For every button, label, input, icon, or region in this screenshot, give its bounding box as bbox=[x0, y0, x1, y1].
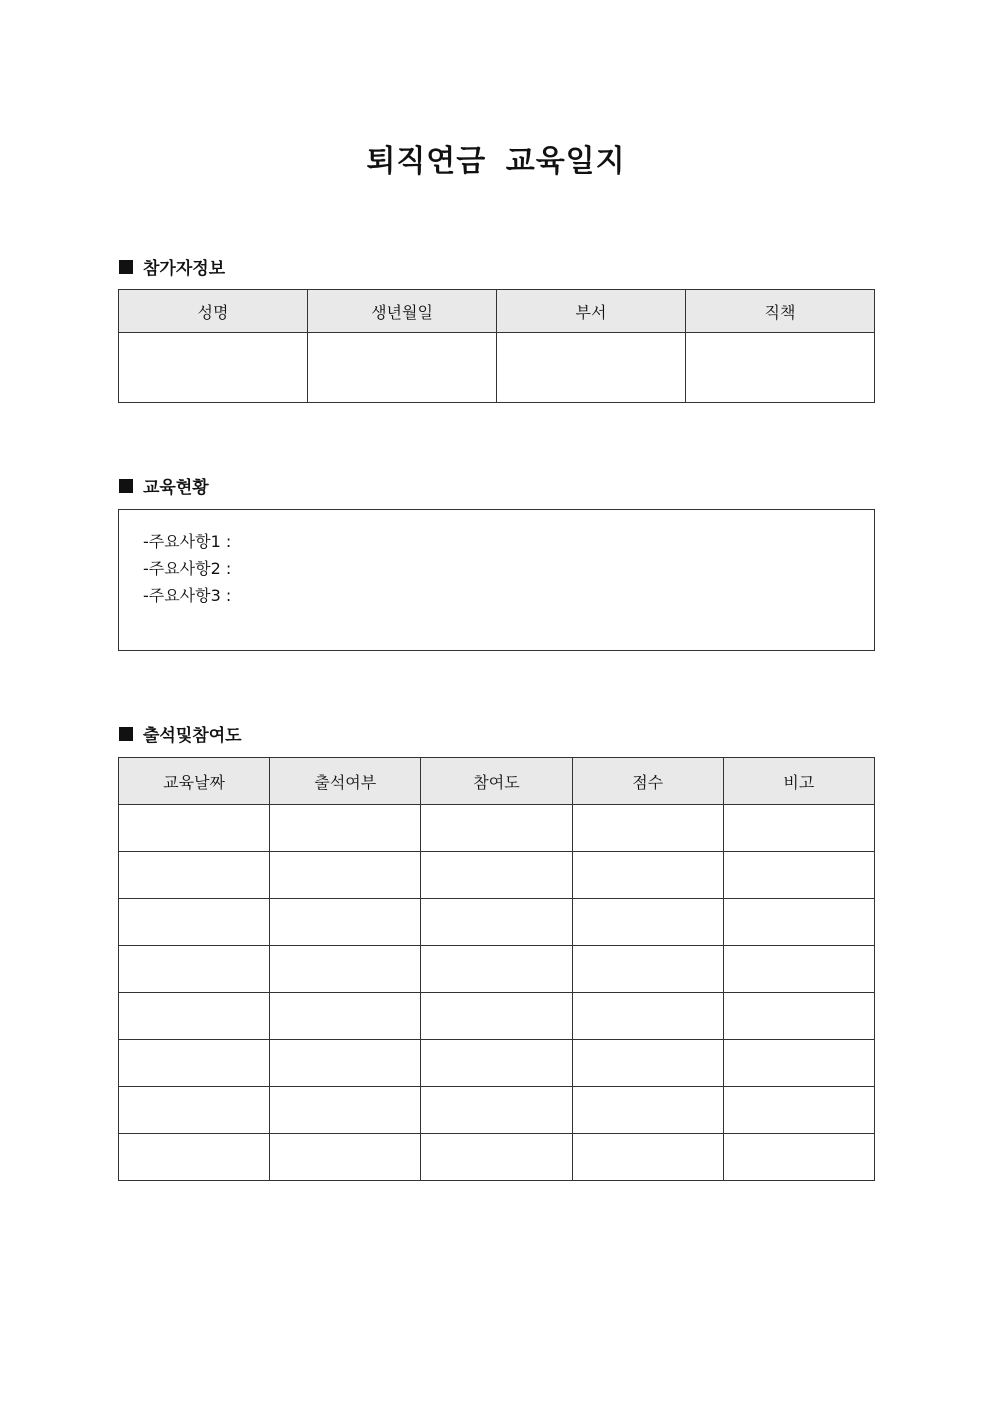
column-header-department: 부서 bbox=[497, 290, 686, 333]
date-cell[interactable] bbox=[119, 1087, 270, 1134]
remarks-cell[interactable] bbox=[723, 805, 874, 852]
table-header-row bbox=[119, 290, 875, 333]
column-header-remarks: 비고 bbox=[723, 758, 874, 805]
participation-cell[interactable] bbox=[421, 805, 572, 852]
attendance-cell[interactable] bbox=[270, 1040, 421, 1087]
attendance-cell[interactable] bbox=[270, 993, 421, 1040]
table-header-row bbox=[119, 758, 875, 805]
column-header-position: 직책 bbox=[686, 290, 875, 333]
table-row bbox=[119, 852, 875, 899]
section-heading-participant-info bbox=[119, 254, 225, 279]
participation-cell[interactable] bbox=[421, 993, 572, 1040]
section-heading-education-status bbox=[119, 473, 209, 498]
column-header-score: 점수 bbox=[572, 758, 723, 805]
date-cell[interactable] bbox=[119, 993, 270, 1040]
section-heading-label: 출석및참여도 bbox=[143, 726, 242, 746]
column-header-date: 교육날짜 bbox=[119, 758, 270, 805]
birthdate-cell[interactable] bbox=[308, 333, 497, 403]
section-heading-attendance bbox=[119, 721, 242, 746]
participation-cell[interactable] bbox=[421, 1087, 572, 1134]
department-cell[interactable] bbox=[497, 333, 686, 403]
participation-cell[interactable] bbox=[421, 1134, 572, 1181]
date-cell[interactable] bbox=[119, 1040, 270, 1087]
attendance-table bbox=[118, 757, 875, 1181]
score-cell[interactable] bbox=[572, 899, 723, 946]
column-header-name: 성명 bbox=[119, 290, 308, 333]
table-row bbox=[119, 1040, 875, 1087]
table-row bbox=[119, 333, 875, 403]
attendance-cell[interactable] bbox=[270, 852, 421, 899]
score-cell[interactable] bbox=[572, 1134, 723, 1181]
table-row bbox=[119, 1087, 875, 1134]
remarks-cell[interactable] bbox=[723, 899, 874, 946]
remarks-cell[interactable] bbox=[723, 1087, 874, 1134]
remarks-cell[interactable] bbox=[723, 946, 874, 993]
key-point-item: -주요사항1 : bbox=[143, 532, 232, 551]
score-cell[interactable] bbox=[572, 852, 723, 899]
date-cell[interactable] bbox=[119, 1134, 270, 1181]
column-header-participation: 참여도 bbox=[421, 758, 572, 805]
date-cell[interactable] bbox=[119, 899, 270, 946]
score-cell[interactable] bbox=[572, 1040, 723, 1087]
name-cell[interactable] bbox=[119, 333, 308, 403]
remarks-cell[interactable] bbox=[723, 1040, 874, 1087]
key-points-list bbox=[119, 510, 874, 609]
participation-cell[interactable] bbox=[421, 946, 572, 993]
date-cell[interactable] bbox=[119, 946, 270, 993]
table-row bbox=[119, 899, 875, 946]
score-cell[interactable] bbox=[572, 805, 723, 852]
participant-info-table bbox=[118, 289, 875, 403]
remarks-cell[interactable] bbox=[723, 993, 874, 1040]
date-cell[interactable] bbox=[119, 852, 270, 899]
page-title: 퇴직연금 교육일지 bbox=[366, 144, 626, 179]
attendance-cell[interactable] bbox=[270, 899, 421, 946]
section-heading-label: 교육현황 bbox=[143, 478, 209, 498]
key-point-item: -주요사항2 : bbox=[143, 559, 232, 578]
position-cell[interactable] bbox=[686, 333, 875, 403]
section-heading-label: 참가자정보 bbox=[143, 259, 226, 279]
table-row bbox=[119, 946, 875, 993]
attendance-cell[interactable] bbox=[270, 805, 421, 852]
attendance-cell[interactable] bbox=[270, 1134, 421, 1181]
remarks-cell[interactable] bbox=[723, 852, 874, 899]
score-cell[interactable] bbox=[572, 946, 723, 993]
square-bullet-icon bbox=[119, 479, 133, 493]
score-cell[interactable] bbox=[572, 1087, 723, 1134]
column-header-birthdate: 생년월일 bbox=[308, 290, 497, 333]
square-bullet-icon bbox=[119, 260, 133, 274]
attendance-cell[interactable] bbox=[270, 1087, 421, 1134]
participation-cell[interactable] bbox=[421, 852, 572, 899]
participation-cell[interactable] bbox=[421, 1040, 572, 1087]
score-cell[interactable] bbox=[572, 993, 723, 1040]
participation-cell[interactable] bbox=[421, 899, 572, 946]
education-status-box[interactable] bbox=[118, 509, 875, 651]
date-cell[interactable] bbox=[119, 805, 270, 852]
remarks-cell[interactable] bbox=[723, 1134, 874, 1181]
key-point-item: -주요사항3 : bbox=[143, 586, 232, 605]
table-row bbox=[119, 805, 875, 852]
table-row bbox=[119, 993, 875, 1040]
square-bullet-icon bbox=[119, 727, 133, 741]
column-header-attendance: 출석여부 bbox=[270, 758, 421, 805]
attendance-cell[interactable] bbox=[270, 946, 421, 993]
table-row bbox=[119, 1134, 875, 1181]
